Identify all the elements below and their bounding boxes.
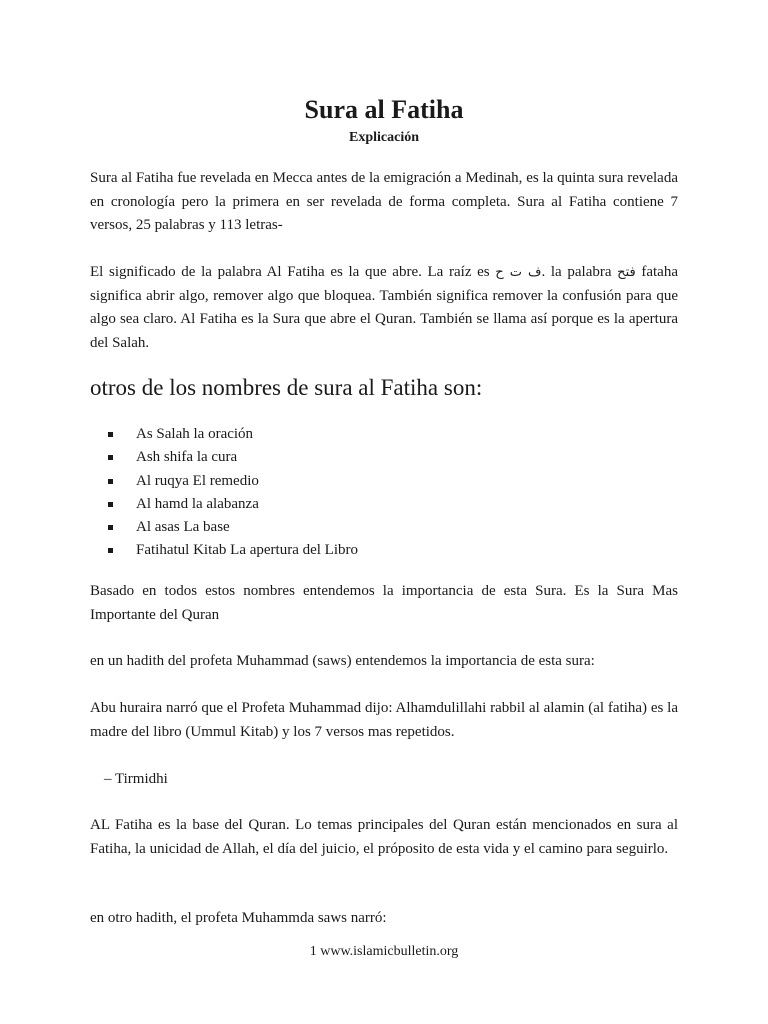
paragraph-other-hadith: en otro hadith, el profeta Muhammda saws narró:	[90, 910, 387, 926]
bullet-icon	[108, 455, 113, 460]
list-item	[90, 516, 650, 539]
bullet-icon	[108, 502, 113, 507]
list-item-text: Al hamd la alabanza	[136, 495, 259, 512]
paragraph-foundation: AL Fatiha es la base del Quran. Lo temas principales del Quran están mencionados en sura al Fatiha, la unicidad de Allah, el día del juicio, el próposito de esta vida y el camino para seguirlo.	[90, 817, 678, 857]
list-item	[90, 539, 650, 562]
bullet-icon	[108, 432, 113, 437]
arabic-word: فتح	[617, 265, 636, 280]
list-item-text: Ash shifa la cura	[136, 449, 238, 466]
list-item-text: Fatihatul Kitab La apertura del Libro	[136, 542, 359, 559]
list-item	[90, 493, 650, 516]
names-list	[90, 423, 650, 563]
list-item	[90, 446, 650, 469]
page-title: Sura al Fatiha	[304, 95, 464, 124]
page-subtitle: Explicación	[348, 130, 419, 145]
paragraph-meaning-part1: El significado de la palabra Al Fatiha es la que abre. La raíz es	[90, 264, 496, 280]
paragraph-hadith-intro: en un hadith del profeta Muhammad (saws) entendemos la importancia de esta sura:	[90, 653, 595, 669]
list-item-text: Al asas La base	[136, 519, 230, 536]
bullet-icon	[108, 548, 113, 553]
bullet-icon	[108, 479, 113, 484]
hadith-citation: – Tirmidhi	[104, 771, 168, 787]
list-item	[90, 470, 650, 493]
paragraph-hadith: Abu huraira narró que el Profeta Muhammad dijo: Alhamdulillahi rabbil al alamin (al fatiha) es la madre del libro (Ummul Kitab) y los 7 versos mas repetidos.	[90, 700, 678, 740]
list-item-text: As Salah la oración	[136, 426, 254, 442]
paragraph-importance: Basado en todos estos nombres entendemos la importancia de esta Sura. Es la Sura Mas Importante del Quran	[90, 583, 678, 623]
arabic-root: ف ت ح	[495, 265, 542, 280]
paragraph-meaning-part3: fataha significa abrir algo, remover algo que bloquea. También significa remover la confusión para que algo sea claro. Al Fatiha es la Sura que abre el Quran. También se llama así porque es la apertura del Salah.	[90, 264, 678, 351]
paragraph-meaning-part2: . la palabra	[541, 264, 618, 280]
paragraph-meaning	[90, 261, 678, 355]
bullet-icon	[108, 525, 113, 530]
page-footer: 1 www.islamicbulletin.org	[309, 944, 459, 959]
list-item	[90, 423, 650, 446]
paragraph-revelation: Sura al Fatiha fue revelada en Mecca antes de la emigración a Medinah, es la quinta sura revelada en cronología pero la primera en ser revelada de forma completa. Sura al Fatiha contiene 7 versos, 25 palabras y 113 letras-	[90, 170, 678, 233]
names-heading: otros de los nombres de sura al Fatiha son:	[90, 375, 483, 400]
list-item-text: Al ruqya El remedio	[136, 472, 259, 489]
